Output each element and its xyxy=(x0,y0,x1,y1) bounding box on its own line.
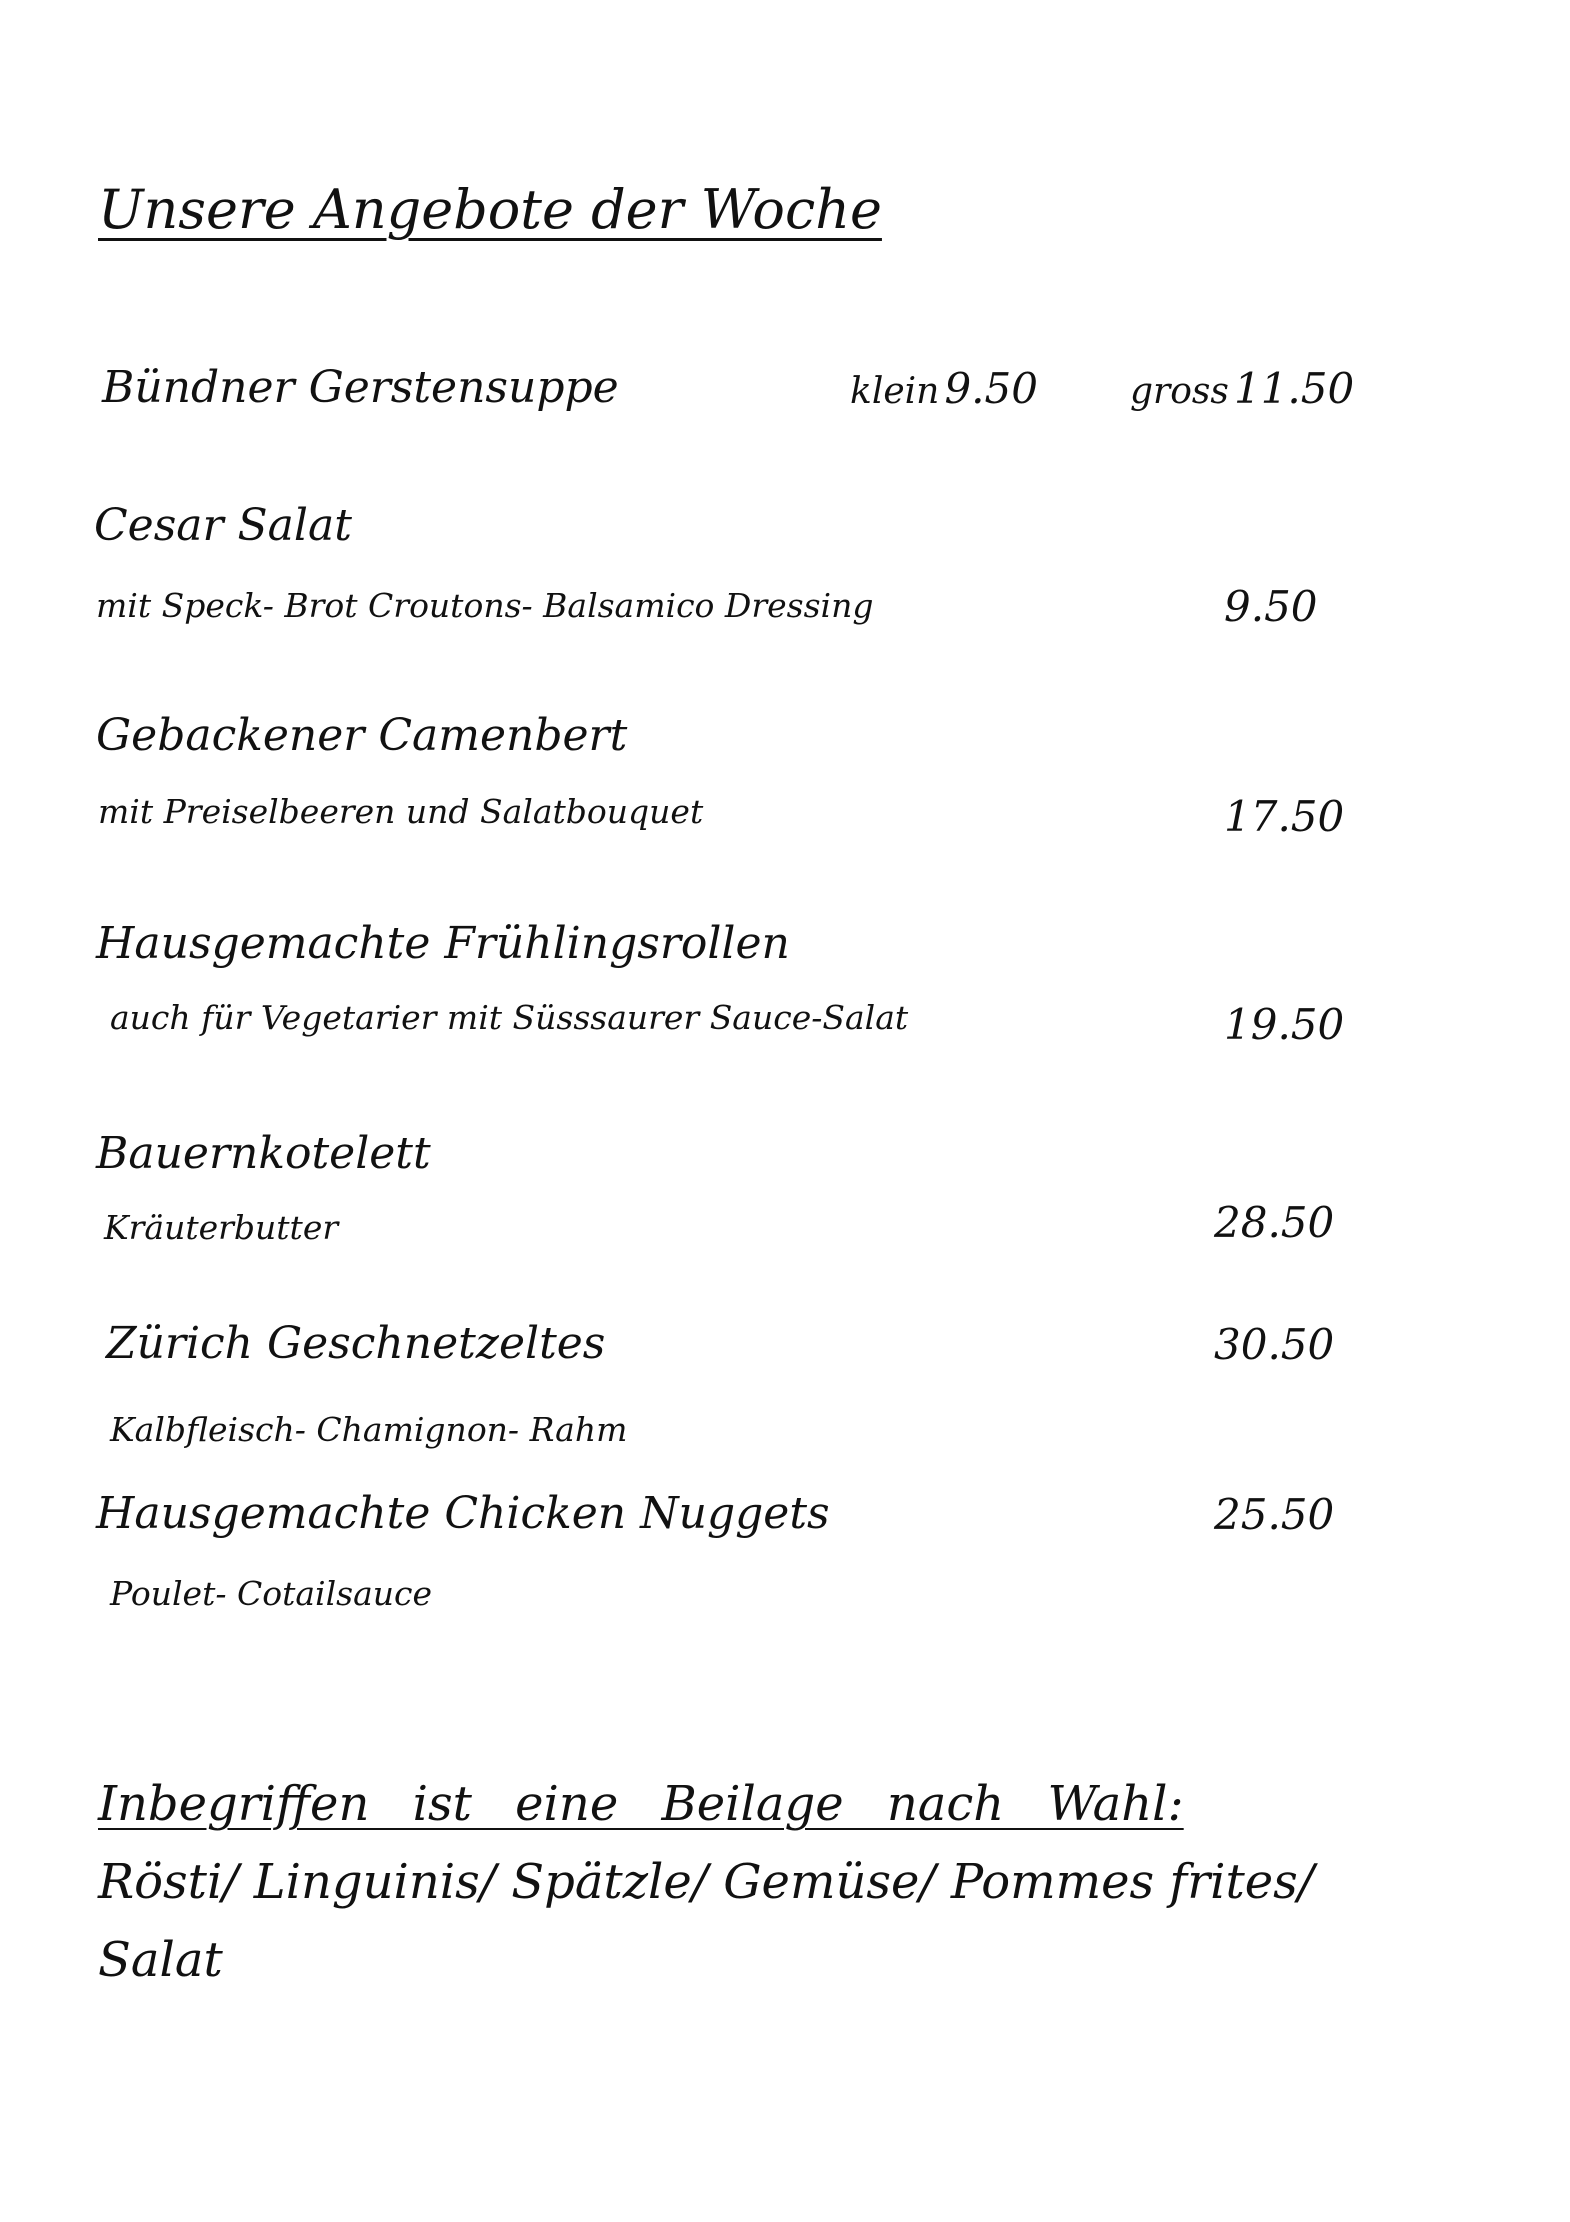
soup-name: Bündner Gerstensuppe xyxy=(102,362,619,413)
soup-large-price: 11.50 xyxy=(1233,364,1355,413)
side-dish-lead: Inbegriffen ist eine Beilage nach Wahl: xyxy=(98,1776,1184,1832)
dish-name: Cesar Salat xyxy=(94,500,352,551)
dish-name: Gebackener Camenbert xyxy=(96,710,628,761)
dish-price: 28.50 xyxy=(1214,1198,1335,1247)
dish-price: 19.50 xyxy=(1224,1000,1345,1049)
dish-description: Kalbfleisch- Chamignon- Rahm xyxy=(110,1410,628,1449)
dish-name: Zürich Geschnetzeltes xyxy=(106,1318,606,1369)
dish-price: 9.50 xyxy=(1224,582,1318,631)
dish-description: mit Speck- Brot Croutons- Balsamico Dressing xyxy=(96,586,874,625)
soup-small-option xyxy=(850,364,1038,413)
soup-small-price: 9.50 xyxy=(944,364,1038,413)
soup-large-label: gross xyxy=(1130,371,1229,412)
page-title: Unsere Angebote der Woche xyxy=(98,178,882,241)
dish-description: auch für Vegetarier mit Süsssaurer Sauce-Salat xyxy=(110,998,909,1037)
dish-description: Poulet- Cotailsauce xyxy=(110,1574,433,1613)
side-dish-options: Rösti/ Linguinis/ Spätzle/ Gemüse/ Pommes frites/ Salat xyxy=(98,1854,1314,1988)
soup-small-label: klein xyxy=(850,371,940,412)
dish-name: Hausgemachte Frühlingsrollen xyxy=(96,918,790,969)
soup-large-option xyxy=(1130,364,1354,413)
dish-name: Bauernkotelett xyxy=(96,1128,431,1179)
dish-price: 30.50 xyxy=(1214,1320,1335,1369)
dish-description: Kräuterbutter xyxy=(104,1208,339,1247)
dish-price: 17.50 xyxy=(1224,792,1345,841)
side-dish-note xyxy=(98,1765,1338,1999)
dish-price: 25.50 xyxy=(1214,1490,1335,1539)
dish-description: mit Preiselbeeren und Salatbouquet xyxy=(98,792,704,831)
dish-name: Hausgemachte Chicken Nuggets xyxy=(96,1488,830,1539)
